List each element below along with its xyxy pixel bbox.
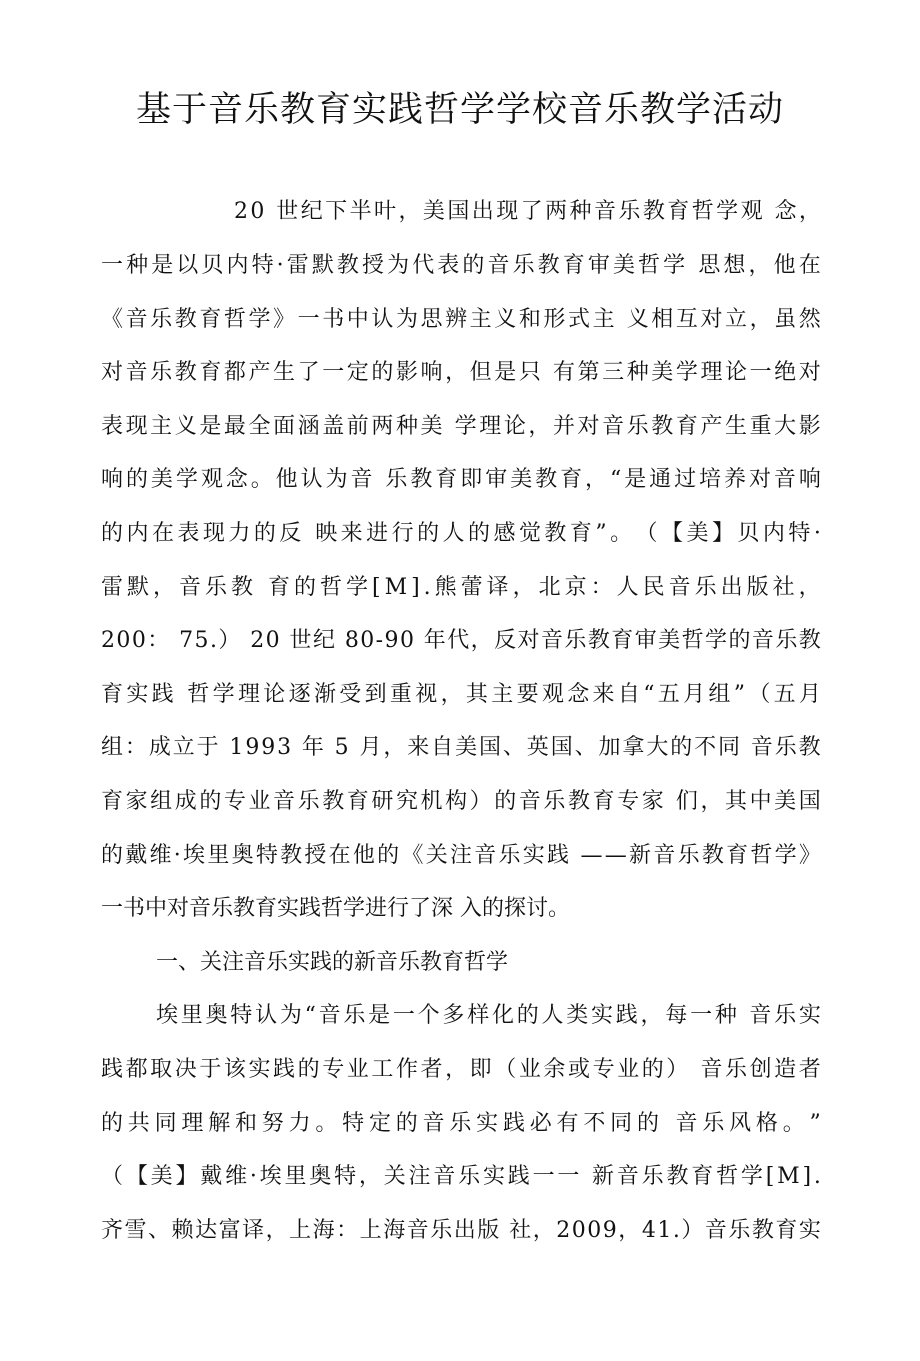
text-line: 对 音 乐 教 育 都 产 生 了 一 定 的 影 响 ， 但 是 只 有 第 三 种 美 学 理 论 一 绝 对 <box>101 360 821 385</box>
text-line: 雷 默 ， 音 乐 教 育 的 哲 学 [ M ] . 熊 蕾 译 ， 北 京 ： 人 民 音 乐 出 版 社 ， <box>101 575 821 600</box>
text-line: 践 都 取 决 于 该 实 践 的 专 业 工 作 者 ， 即 （ 业 余 或 专 业 的 ） 音 乐 创 造 者 <box>101 1057 821 1082</box>
text-line: 的 戴 维 · 埃 里 奥 特 教 授 在 他 的 《 关 注 音 乐 实 践 — — 新 音 乐 教 育 哲 学 》 <box>101 843 821 868</box>
text-line: 育 家 组 成 的 专 业 音 乐 教 育 研 究 机 构 ） 的 音 乐 教 育 专 家 们 ， 其 中 美 国 <box>101 789 821 814</box>
text-line: 响 的 美 学 观 念 。 他 认 为 音 乐 教 育 即 审 美 教 育 ， “ 是 通 过 培 养 对 音 响 <box>101 467 821 492</box>
text-line: 《 音 乐 教 育 哲 学 》 一 书 中 认 为 思 辨 主 义 和 形 式 主 义 相 互 对 立 ， 虽 然 <box>101 307 821 332</box>
text-line: 的 内 在 表 现 力 的 反 映 来 进 行 的 人 的 感 觉 教 育 ” 。 （ 【 美 】 贝 内 特 · <box>101 521 821 546</box>
text-line: 育 实 践 哲 学 理 论 逐 渐 受 到 重 视 ， 其 主 要 观 念 来 自 “ 五 月 组 ” （ 五 月 <box>101 682 821 707</box>
text-line: 一书中对音乐教育实践哲学进行了深 入的探讨。 <box>101 896 570 921</box>
text-line: 组 ： 成 立 于 1 9 9 3 年 5 月 ， 来 自 美 国 、 英 国 、 加 拿 大 的 不 同 音 乐 教 <box>101 735 821 760</box>
document-title: 基于音乐教育实践哲学学校音乐教学活动 <box>135 90 784 130</box>
text-line: 2 0 0 ： 7 5 . ） 2 0 世 纪 8 0 - 9 0 年 代 ， 反 对 音 乐 教 育 审 美 哲 学 的 音 乐 教 <box>101 628 821 653</box>
text-line: 一 种 是 以 贝 内 特 · 雷 默 教 授 为 代 表 的 音 乐 教 育 审 美 哲 学 思 想 ， 他 在 <box>101 253 821 278</box>
text-line: （ 【 美 】 戴 维 · 埃 里 奥 特 ， 关 注 音 乐 实 践 一 一 新 音 乐 教 育 哲 学 [ M ] . <box>101 1164 821 1189</box>
text-line: 2 0 世 纪 下 半 叶 ， 美 国 出 现 了 两 种 音 乐 教 育 哲 学 观 念 ， <box>234 199 821 224</box>
text-line: 齐 雪 、 赖 达 富 译 ， 上 海 ： 上 海 音 乐 出 版 社 ， 2 0 0 9 ， 4 1 . ） 音 乐 教 育 实 <box>101 1218 821 1243</box>
text-line: 埃 里 奥 特 认 为 “ 音 乐 是 一 个 多 样 化 的 人 类 实 践 ， 每 一 种 音 乐 实 <box>156 1003 821 1028</box>
text-line: 表 现 主 义 是 最 全 面 涵 盖 前 两 种 美 学 理 论 ， 并 对 音 乐 教 育 产 生 重 大 影 <box>101 414 821 439</box>
text-line: 的 共 同 理 解 和 努 力 。 特 定 的 音 乐 实 践 必 有 不 同 的 音 乐 风 格 。 ” <box>101 1111 821 1136</box>
section-heading: 一、关注音乐实践的新音乐教育哲学 <box>156 950 509 975</box>
